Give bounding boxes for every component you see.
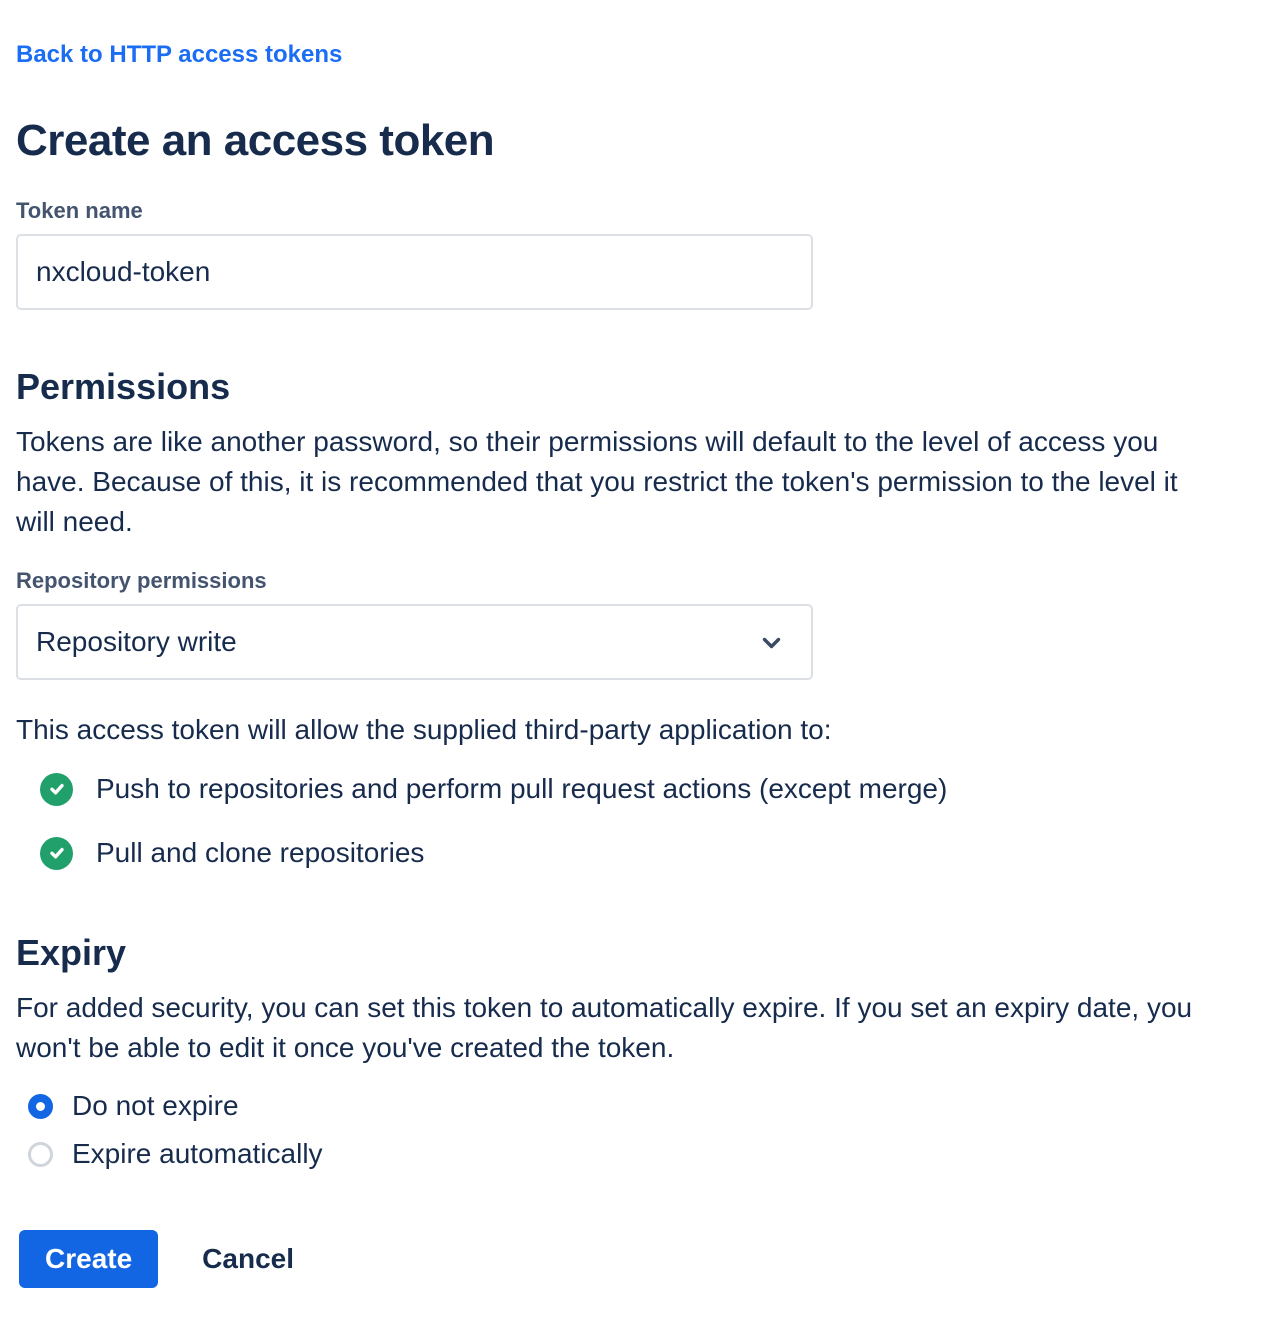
- token-name-input[interactable]: [16, 234, 813, 310]
- expiry-options: [16, 1086, 1214, 1174]
- repository-permissions-value: Repository write: [36, 626, 237, 657]
- repository-permissions-select[interactable]: [16, 604, 813, 680]
- page-title: Create an access token: [16, 116, 495, 165]
- radio-button-icon: [28, 1142, 53, 1167]
- token-name-field: [16, 198, 1214, 310]
- expiry-description: For added security, you can set this token to automatically expire. If you set an expiry date, you won't be able to edit it once you've created the token.: [16, 992, 1193, 1063]
- permissions-heading: Permissions: [16, 366, 231, 407]
- repository-permissions-label: Repository permissions: [16, 568, 267, 593]
- capability-label: Push to repositories and perform pull request actions (except merge): [96, 773, 948, 804]
- capability-item-pull: [40, 836, 1214, 870]
- check-icon: [40, 773, 73, 806]
- allow-intro-text: This access token will allow the supplied third-party application to:: [16, 714, 832, 745]
- radio-label: Expire automatically: [72, 1138, 323, 1169]
- permissions-description: Tokens are like another password, so their permissions will default to the level of access you have. Because of this, it is recommended that you restrict the token's permission to the level it will need.: [16, 426, 1178, 537]
- check-icon: [40, 837, 73, 870]
- capabilities-list: [16, 772, 1214, 870]
- capability-item-push: [40, 772, 1214, 806]
- radio-label: Do not expire: [72, 1090, 239, 1121]
- repository-permissions-field: [16, 568, 1214, 680]
- form-actions: [19, 1230, 1214, 1288]
- chevron-down-icon: [758, 629, 785, 656]
- expiry-heading: Expiry: [16, 932, 127, 973]
- create-button[interactable]: Create: [19, 1230, 158, 1288]
- radio-expire-automatically[interactable]: [16, 1134, 1214, 1174]
- capability-label: Pull and clone repositories: [96, 837, 425, 868]
- cancel-button[interactable]: Cancel: [180, 1230, 316, 1288]
- back-to-http-access-tokens-link[interactable]: Back to HTTP access tokens: [16, 41, 343, 68]
- token-name-label: Token name: [16, 198, 143, 223]
- radio-do-not-expire[interactable]: [16, 1086, 1214, 1126]
- radio-button-icon: [28, 1094, 53, 1119]
